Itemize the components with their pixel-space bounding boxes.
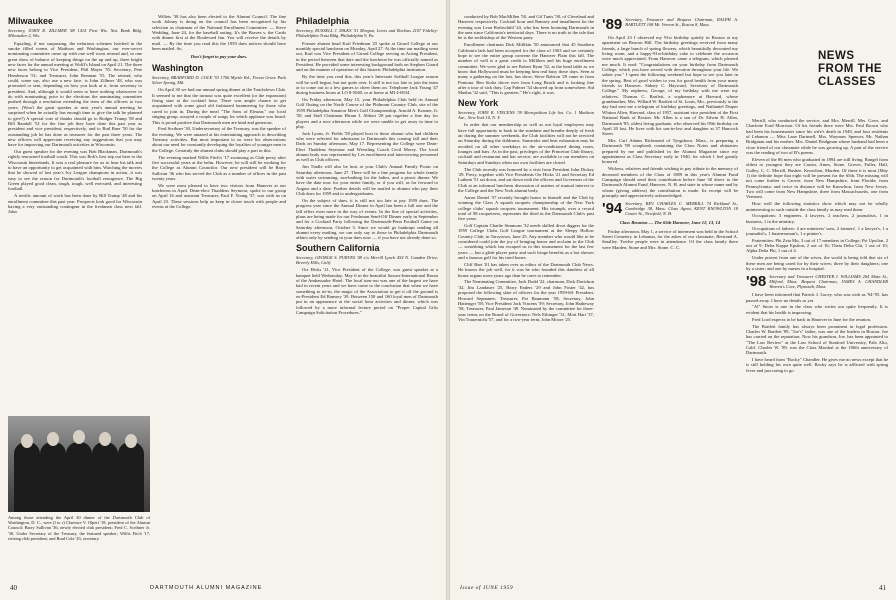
issue-date-footer: Issue of JUNE 1959 <box>460 585 514 591</box>
philadelphia-paragraph: On Friday afternoon, May 15, your Philadelphia Club held its Annual Golf Outing on the North Course of the Philmont Country Club, site of the 1959 Philadelphia Amateur Men's Golf Championship. Arnold A. Kramer, Jr. '50, and Staff Chairman Hiram J. Abbott '28 put together a fine day for players and a nice afternoon while we were unable to get away in time to play. <box>296 97 438 129</box>
class-notes-column-1 <box>602 14 738 580</box>
left-page <box>0 0 446 600</box>
class-1889-paragraph: Widows, relatives and friends wishing to pay tribute to the memory of deceased members of the Class of 1889 in this year's Alumni Fund Campaign should send their contribution before June 30 direct to the Dartmouth Alumni Fund, Hanover, N. H. and state in whose name and by whom (giving address) the contribution is made. Its receipt will be promptly and appreciatively acknowledged. <box>602 166 738 198</box>
new-york-secretary: Secretary, JOHN K. VINCENS '39 Metropolitan Life Ins. Co. 1 Madison Ave., New York 10, N. Y. <box>458 109 594 120</box>
milwaukee-heading: Milwaukee <box>8 16 54 26</box>
new-york-paragraph: The Nominating Committee, Jack Dodd '22, chairman, Dick Davidson '32, Jim Landauer '25, Harry Enders '29 and John Foster '42, has proposed the following slate of officers for the year 1959-60: President, Howard Sepmaner; Treasurer, Pat Baumann '58; Secretary, John Hattenger '58; Vice President Jack Vincens '39; Secretary, John Hatheway '58; Treasurer, Paul Jameson '49. Nominated by the committee for three-year terms on the Board of Governors: Nels Ethinger '31, Mott Hart '37, Vin Trauernicht '57, and for a two-year term, John Moore '25. <box>458 279 594 322</box>
class-1894-statistic: Occupations: 3 engineers, 4 lawyers, 2 teachers, 2 journalists, 1 in business, 1 in the ministry. <box>746 213 888 224</box>
class-1894-continued: How well the following statistics show which may not be wholly uninteresting to such outside the class family as may read them: <box>746 201 888 212</box>
class-1898-number: '98 <box>746 273 767 291</box>
class-1889-number: '89 <box>602 16 623 33</box>
milwaukee-column <box>8 14 142 416</box>
new-york-heading: New York <box>458 97 499 108</box>
class-1889-paragraph: Mrs. Carl Adams Richmond of Tyngsboro, Mass., is preparing a Dartmouth '89 scrapbook containing the Class Notes and obituaries prepared by me and published in the Alumni Magazine since my appointment as Class Secretary early in 1940, for which I feel greatly honored. <box>602 138 738 165</box>
news-from-the-classes-title: NEWS FROM THE CLASSES <box>818 50 883 88</box>
philadelphia-secretary: Secretary, RUSSELL J. DILKS '51 Morgan, Lewis and Bockius 2107 Fidelity-Philadelphia Trust Bldg. Philadelphia 9, Pa. <box>296 28 438 39</box>
new-york-paragraph: Cliff Hart '01 has taken over as editor of the Dartmouth Club News. He knows the job well, for it was he who founded this dandiest of all house organs more years ago than he cares to remember. <box>458 261 594 278</box>
philadelphia-heading: Philadelphia <box>296 16 350 26</box>
class-1894-statistic: Occupations of fathers: 4 are ministers' sons, 2 farmers', 1 a lawyer's, 1 a journalist's, 1 businessman's, 1 a printer's. <box>746 225 888 236</box>
class-1898-paragraph: I have been informed that Patrick J. Lucey, who was with us '94-'95, has passed away. I have no details as yet. <box>746 292 888 303</box>
new-york-paragraph: Golf Captain Charlie Simmons '32 needs skilled divot diggers for the 1959 College Clubs Golf League tournament at the Sleepy Hollow Country Club, in Tarrytown, June 25. Any member who would like to be considered could join the joy of bringing honor and acclaim to the Club — something which has escaped us in this tournament for the last few years — but a glide player party and such fringe benefits as a hot shower and a famous golf for his tired bones. <box>458 223 594 261</box>
milwaukee-paragraph: Our guest speaker for the evening was Bob Blackman, Dartmouth's rightly renowned football coach. This was Bob's first trip out here to the Wisconsin hinterlands. It was a real pleasure for us to hear his talk and to have an opportunity to get acquainted with him. Watching the movies that he showed of last year's Ivy League champions in action, it was easy to see the reason for Dartmouth's football resurgence. The Big Green played good clean, tough, tough, well executed, and interesting football. <box>8 149 142 192</box>
milwaukee-paragraph: A terrific amount of work has been done by Bill Trump '48 and his enrollment committee this past year. Prospects look good for Wisconsin having a very outstanding contingent in the freshman class next fall. John <box>8 193 142 215</box>
class-1898-paragraph: I have heard from "Rocky" Chandler. He gives me no news except that he is still holding his own quite well. Rocky says he is afflicted with spring fever and just raring to go. <box>746 357 888 373</box>
philadelphia-paragraph: Jack Lyons, Jr. Fields '58 played host to those alumni who had children who were selected for admission to Dartmouth this coming fall and their Dads on Sunday afternoon, May 17. Representing the College were Dean-Elect Thaddeus Seymour and Wrestling Coach Cecil Morey. The local alumni body was represented by Les enrollment and interviewing personnel as well as Club officers. <box>296 130 438 163</box>
magazine-footer: DARTMOUTH ALUMNI MAGAZINE <box>150 585 263 591</box>
right-page <box>450 0 896 600</box>
class-1898-paragraph: "Al" Snow is one in the class who writes our quite frequently. It is evident that his health is improving. <box>746 304 888 315</box>
philadelphia-paragraph: On the subject of dues, it is still not too late to pay 1959 dues. The progress year since the Annual Dinner in April has been a full one and the fall offers even more in the way of events. In the line of special activities, plans are being made for our Freshman Send-Off Dinner early in September and for a Cocktail Party following the Dartmouth-Penn Football Game on Saturday afternoon, October 3. Since we would go bankrupt sending all alumni every mailing, we can only say to those in Philadelphia Dartmouth affairs only by sending in your dues now — if you have not already done so. <box>296 197 438 241</box>
washington-heading: Washington <box>152 62 204 73</box>
milwaukee-paragraph: Equaling, if not surpassing, the nefarious schemes hatched in the smoke filled rooms of Madison and Washington, our ever-secret nominating committee came up with one well worn retread and, in one great show of balance of keeping things on the up and up, three bright new faces for the annual meeting at Wolff's Island on April 21. The three new faces belong to Vice President, Phil Mayer '55; Secretary, Pete Henderson '51; and Treasurer, John Brennan '55. The retread, who could, some say, also use a new face, is John Zillmer '48, who was promoted or sent, depending on how you look at it, from secretary to president. And, although it would seem to have nothing whatsoever to do with nominating, prior to the elections the nominating committee pushed through a resolution extending the term of the officers to two years. (Won't the great speaker at next year's annual meeting be surprised when he actually has enough time to give the talk he planned to give?) A special vote of thanks should go to Rodger Trump '58 and Bill Randall '52 for the fine job they have done this past year as president and vice president, respectively, and to Bud Baer '50 for the outstanding job he has done as treasurer for the past three years. The new officers will appreciate receiving any suggestions that you may have for improving our Dartmouth activities in Wisconsin. <box>8 40 142 148</box>
philadelphia-paragraph: By the time you read this, this year's Interstate Softball League season will be well begun, but not quite over. It still is not too late to join the team or to come out to a few games to cheer them on. Telephone Jack Young '47 during business hours at LO 8-5040, or at home at MI 4-6934. <box>296 74 438 96</box>
washington-paragraph: Fred Scribner '30, Undersecretary of the Treasury, was the speaker of the evening. We were amazed at his entertaining approach to describing Treasury activities. But most important to us were his observations about our need for constantly developing the loyalties of younger men to the College. Certainly the alumni clubs should play a part in this. <box>152 126 286 153</box>
philadelphia-paragraph: Former alumni head Karl Friedman '25 spoke at Girard College at our monthly special luncheon on Monday, April 27. At the time our mailing went out, Karl was Vice President of Girard College serving as Acting President, in the period between that date and the luncheon he was officially named as President. He provided some interesting background both on Stephen Girard and on the manner of operation of this historic Philadelphia institution. <box>296 40 438 73</box>
class-1894-statistic: Fraternities: Phi Zeta Mu, 3 out of 17 members in College; Psi Upsilon, 2 out of 9; Delta Kappa Epsilon, 2 out of 16; Theta Delta Chi, 1 out of 10; Alpha Delta Phi, 1 out of 4. <box>746 237 888 254</box>
club-dinner-photo <box>8 416 150 512</box>
washington-paragraph: The evening marked Willis Fitch's '17 swansong as Club prexy after five successful years at the helm. However, he will still be working for the College as Alumni Councilor. Our new president will be Barry Sullivan '36 who has served the Club as a number of offices in the past twenty years. <box>152 154 286 181</box>
class-notes-column-2 <box>746 118 888 580</box>
washington-paragraph: We were most pleased to have two visitors from Hanover at our luncheons in April. Dean-elect Thaddeus Seymour, spoke to our group on April 16 and assistant Treasurer, Paul F. Young '37, was with us on April 23. These sessions help us keep in closer touch with people and events at the College. <box>152 182 286 210</box>
dues-reminder: Don't forget to pay your dues. <box>190 54 248 60</box>
class-1894-continued: Under protest from one of the wives, the world is being told that six of these men are being cared for by their wives; three by their daughters; one by a sister; and one by nurses in a hospital. <box>746 255 888 271</box>
class-1894-continued: Merrill, who conducted the service, and Mrs. Merrill. Mrs. Gove, and Charlotte Ford Morrison. Of his friends there were Mrs. Paul Brown who had been his housemaster since his wife's death in 1949, and four residents of Lebanon — Miss Lane Dartmell, Mrs. Waymaw Spencer, Mr. Nathan Bridgman and his mother. Mrs. Daniel Bridgman whose husband had been a close friend of our classmate while he was growing up. A part of the service was the reading of two of B's poems. <box>746 118 888 156</box>
philadelphia-column <box>296 14 438 580</box>
class-1898-paragraph: The Bartlett family has always been prominent in legal profession. Charles W. Bartlett '89, "Joe's" father, was one of the leaders in Boston. Joe has carried on the reputation. Now his grandson, Joe, has been appointed to "The Law Review" at the Law School of Stanford University, Palo Alto, Calif. Charles W. '89, was the Class Marshal at the 100th anniversary of Dartmouth. <box>746 323 888 356</box>
philadelphia-paragraph: Jim Tindle will also be host at your Club's Annual Family Picnic on Saturday afternoon, June 27. There will be a fine program for whole family with water swimming, sun-bathing for the ladies, and a picnic dinner. We have the date now for your entire family, or if you will, as far forward to August and a date. Further details will be mailed to alumni who pay their Club dues for 1959 and to undergraduates. <box>296 164 438 196</box>
milwaukee-continued: Willets '38 has also been elected to the Alumni Council. The fine work Johnny is doing on the council has been recognized by his selection as chairman of the National Enrollment Committee. — Steve Wedding, June 24, for the baseball outing. It's the Braves v. the Cards with dinner first at the Boulevard Inn. You will receive the details by mail. — By the time you read this the 1959 dues notices should have been mailed. So, <box>152 14 286 52</box>
page-number-right: 41 <box>879 584 886 592</box>
class-1894-continued: Eleven of the 86 men who graduated in 1894 are still living. Rangel from oldest to youngest they are Cassin, Ames, Stone, Grover, Fuller, Hall, Gulley, C. C. Merrill, Bushee, Knowlton, Marden. Of these it is most (May 1) the definite hope that eight will be present for the 65th. The missing will not come further is Grover, from New Hampshire, from Florida; from Pennsylvania; and twice in distance will be Knowlton, from New Jersey. Two will come from New Hampshire, three from Massachusetts, one from Vermont. <box>746 156 888 200</box>
southern-california-continued: conducted by Bob MacMillen '50, and Gil Tanis '58, of Cleveland and Hanover respectively. Cocktail hour and Ramsey and installment for the evening was Leon Rothschild '24, who has been booming Dartmouth in the area since California's territorial days. There is no truth to the tale that he is the archbishop of the Western party. <box>458 14 594 41</box>
southern-california-heading: Southern California <box>296 242 380 253</box>
photo-caption: Among those attending the April 30 dinner of the Dartmouth Club of Washington, D. C., were (l to r) Clarence V. Olpert '18, president of the Alumni Council; Barry Sullivan '36, newly elected club president; Fred C. Scribner Jr. '30, Under Secretary of the Treasury, the featured speaker; Willis Fitch '17, retiring club president; and Brad Cole '43, secretary. <box>8 515 150 541</box>
southern-california-continued: Enrollment chairman Dick Millikin '50 announced that 45 Southern California lads had been accepted for the class of 1963 and we certainly hope to see the entire group convene the Hanover Plain this fall. The number of well is a great credit to Milliken and his huge enrollment committee. We were glad to see Robert Ryan '32, at the head table as we know that Hollywood must be keeping him real busy these days. Seen at many a gathering on the last, has show, Steve Ralston '29 came in from Pomona. Ben Stoltz drove over from Long Beach and is looking fine after a tour of sick duty. Cap Palmer '34 showed up from somewhere, Sid Madias '32 said, "This is greatest." He's right, it was. <box>458 42 594 96</box>
washington-paragraph: On April 30 we had our annual spring dinner at the Touchdown Club. It seemed to me that the turnout was quite excellent (or the expansion) fixing start at the cocktail hour. There was ample chance to get acquainted with some good old fashioned hammering by those who cared to join in. During the meal "The Sons of Eleazar," our local singing group, assayed a couple of songs for which applause was heard. This is proud positive that Dartmouth men are kind and generous. <box>152 87 286 125</box>
class-1889-paragraph: On April 23 I observed my 91st birthday quietly in Boston at my apartment on Beacon Hill. The birthday greetings received from many friends, a large bunch of spring flowers, which beautifully decorated my living room, and a happy-91st-birthday cake to celebrate the occasion were much appreciated. From Hanover came a telegram, which pleased me much. It read: "Congratulations on your birthday from Dartmouth College, which you have served with devotion throughout your life. We salute you." I spent the following weekend but hope to see you later in the spring. Best of good wishes to you for good health from your many friends in Hanover. Sidney C. Hayward, Secretary of Dartmouth College." My nephews, George, of my birthday with me were my relatives, Thomas C. Bartlett, a sophomore at Harvard, whose grandmother, Mrs. Willard W. Bartlett of St. Louis, Mo., previously to the day had sent me a telegram of birthday greetings, and Nathaniel Draper Whiton Allen, Harvard, class of 1957, assistant vice president of the First National Bank of Boston. Mr. Allen is a son of Dr. Edwin H. Allen, Dartmouth '85, oldest living graduate, who observed his 95th birthday on April 20 last. He lives with his son-in-law and daughter at 37 Hancock Street. <box>602 35 738 137</box>
new-york-column <box>458 14 594 580</box>
class-1898-header <box>746 274 888 290</box>
class-1894-header <box>602 201 738 217</box>
southern-california-secretary: Secretary, GEORGE S. PURVES '49 c/o Merrill Lynch 454 N. Camden Drive, Beverly Hills, Calif. <box>296 254 438 265</box>
new-york-paragraph: In order that our membership as well as our loyal employees may have full opportunity to bask in the sunshine and breathe deeply of fresh air during the summer weekends, the Club facilities will not be serviced on Saturday during the doldrums. Sunstroke and heat exhaustion may be avoided on all other weekdays in the air-conditioned dining room, lounges and bars. As in the past, privileges of the Princeton Club library, cocktail and restaurant and bar service, are available to our members on Saturdays and Sundays when our own facilities are closed. <box>458 122 594 165</box>
washington-column <box>152 14 286 580</box>
class-1889-header <box>602 17 738 33</box>
class-1889-secretary: Secretary, Treasurer and Bequest Chairman, RALPH A. BARTLETT 108 Mt. Vernon St., Boston 8, Mass. <box>625 17 738 27</box>
page-number-left: 40 <box>10 584 17 592</box>
class-1898-paragraph: Fred Lord expects to be back in Hanover in June for the reunion. <box>752 316 872 322</box>
washington-secretary: Secretary, BRADFORD D. COLE '53 1706 Myrtle Rd., Forest Grove Park Silver Spring, Md. <box>152 74 286 86</box>
milwaukee-secretary: Secretary, JOHN R. ZILLMER '48 1414 First Wis. Nat. Bank Bldg. Milwaukee 2, Wis. <box>8 28 142 39</box>
southern-california-paragraph: Orr Hicks '21, Vice President of the College, was guest speaker at a banquet held Wednesday, May 6 in the beautiful Sussex-International Room of the Ambassador Hotel. The local turn-out was one of the largest we have had in recent years and we have come to the conclusion that when we have something to tie-in, the magic of the Association to get it off the ground is ex-President Ed Ramsey '39. Between 150 and 160 loyal men of Dartmouth put in an appearance at the social hour activities and dinner, which was followed by a more informal lecture period on "Proper Capital Gifts Campaign Solicitation Procedures." <box>296 267 438 315</box>
class-1894-secretary: Secretary, REV. CHARLES C. MERRILL 74 Kirkland St., Cambridge 38, Mass. Class Agent, KENT KNOWLTON 18 Center St., Newfield, N. H. <box>625 201 738 217</box>
class-1894-paragraph: Friday afternoon, May 1, a service of interment was held in the School Street Cemetery in Lebanon, for the ashes of our classmate, Bertrand A. Smalley. Twelve people were in attendance. Of the class family there were Marden, Stone and Mrs. Stone. C. C. <box>602 228 738 250</box>
class-1894-reunion: Class Reunion — The 65th Hanover, June 12, 13, 14 <box>619 220 721 226</box>
class-1898-secretary: Secretary and Treasurer CHESTER I. WILLIAMS 264 Main St., Milford, Mass. Bequest Chairman, JAMES A. CHANDLER Warren's Cove, Plymouth, Mass. <box>769 274 888 290</box>
new-york-paragraph: The Club recently was honored by a visit from President John Dickey '29. Prexy, together with Vice Presidents Orr Hicks '21 and Secretary Ed Lathem '51 sat down, and sat down with the officers and Governors of the Club at an informal luncheon discussion of matters of mutual interest to the College and the New York alumni body. <box>458 166 594 193</box>
new-york-paragraph: Aaron Daniel '37 recently brought honor to himself and the Club by winning the Class A squash racquets championship of the New York college clubs' squash racquets tournament. His triumph, over a record total of 98 racqueteers, represents the third in the Dartmouth Club's past five years. <box>458 194 594 222</box>
class-1894-number: '94 <box>602 200 623 218</box>
